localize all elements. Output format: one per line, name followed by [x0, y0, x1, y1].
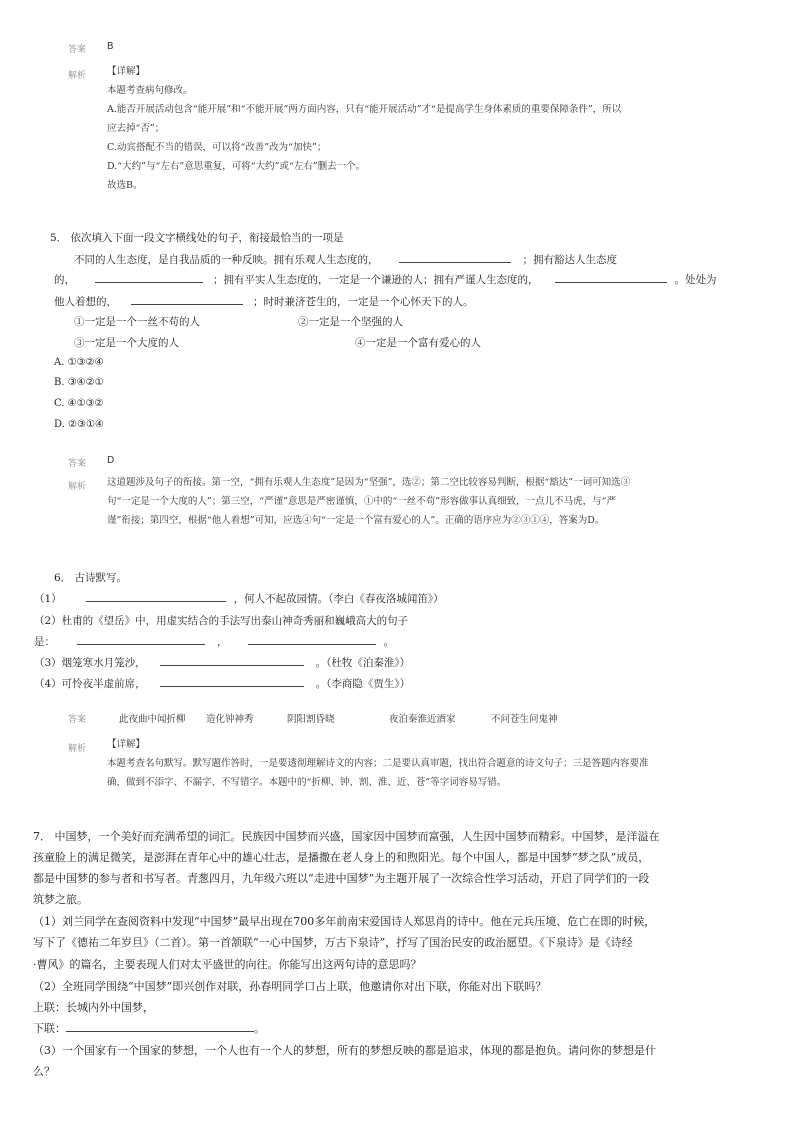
passage-text: 。处处为: [674, 274, 717, 286]
choice-a[interactable]: A. ①③②④: [54, 357, 104, 368]
poem-line: [34, 634, 394, 649]
q7-line: ·曹风》的篇名，主要表现人们对太平盛世的向往。你能写出这两句诗的意思吗？: [33, 958, 422, 971]
explain-line: A.能否开展活动包含“能开展”和“不能开展”两方面内容，只有“能开展活动”才“是提高学生身体素质的重要保障条件”，所以: [107, 104, 622, 115]
answer-blank[interactable]: [131, 295, 243, 305]
q7-text: 下联：: [33, 1022, 66, 1035]
question-5-stem: 5． 依次填入下面一段文字横线处的句子，衔接最恰当的一项是: [50, 232, 344, 244]
explain-label: 解析: [68, 71, 87, 81]
answer-blank[interactable]: [160, 656, 304, 666]
answer-blank[interactable]: [95, 273, 203, 283]
answer-value: 阴阳割昏晓: [287, 714, 335, 725]
answer-blank[interactable]: [86, 592, 226, 602]
question-6-stem: 6． 古诗默写。: [54, 572, 128, 584]
answer-blank[interactable]: [77, 635, 205, 645]
answer-blank[interactable]: [555, 273, 667, 283]
poem-text: ，: [217, 636, 228, 648]
explain-line: 故选B。: [107, 180, 143, 191]
poem-line: [34, 676, 410, 691]
poem-line: [34, 655, 410, 670]
explain-line: 这道题涉及句子的衔接。第一空，“拥有乐观人生态度”是因为“坚强”，选②；第二空比较容易判断，根据“豁达”一词可知选③: [107, 477, 631, 488]
answer-value: 不问苍生问鬼神: [491, 714, 558, 725]
q7-line: （3）一个国家有一个国家的梦想，一个人也有一个人的梦想，所有的梦想反映的都是追求，体现的都是抱负。请问你的梦想是什: [33, 1044, 656, 1057]
q7-line: [33, 1020, 265, 1036]
passage-text: ；时时兼济苍生的，一定是一个心怀天下的人。: [253, 296, 474, 308]
answer-label: 答案: [68, 715, 87, 725]
explain-line: C.动宾搭配不当的错误，可以将“改善”改为“加快”；: [107, 142, 327, 153]
passage-text: 不同的人生态度，是自我品质的一种反映。拥有乐观人生态度的，: [74, 254, 379, 266]
answer-label: 答案: [68, 459, 87, 469]
poem-text: ，何人不起故园情。（李白《春夜洛城闻笛》）: [233, 593, 444, 605]
poem-text: 是：: [34, 636, 55, 648]
passage-line: [74, 252, 617, 267]
passage-line: [54, 272, 717, 287]
q7-line: 都是中国梦的参与者和书写者。青葱四月，九年级六班以“走进中国梦”为主题开展了一次综合性学习活动，开启了同学们的一段: [33, 872, 650, 885]
choice-b[interactable]: B. ③④②①: [54, 377, 104, 388]
answer-value: 此夜曲中闻折柳: [119, 714, 186, 725]
passage-text: 的，: [54, 274, 75, 286]
passage-text: ；拥有平实人生态度的，一定是一个谦逊的人；拥有严谨人生态度的，: [213, 274, 539, 286]
poem-text: 。: [383, 636, 394, 648]
option-sentence: ②一定是一个坚强的人: [298, 316, 403, 328]
explain-line: D.“大约”与“左右”意思重复，可将“大约”或“左右”删去一个。: [107, 161, 366, 172]
answer-blank[interactable]: [160, 677, 304, 687]
explain-label: 解析: [68, 482, 87, 492]
option-sentence: ①一定是一个一丝不苟的人: [74, 316, 200, 328]
choice-c[interactable]: C. ④①③②: [54, 398, 104, 409]
explain-line: 谨”衔接；第四空，根据“他人着想”可知，应选④句“一定是一个富有爱心的人”。正确的语序应为②③①④，答案为D。: [107, 515, 605, 526]
q7-text: 。: [254, 1022, 265, 1035]
poem-text: （3）烟笼寒水月笼沙，: [34, 657, 146, 669]
answer-value: 夜泊秦淮近酒家: [389, 714, 456, 725]
q7-line: 筑梦之旅。: [33, 893, 88, 906]
q7-line: （1）刘兰同学在查阅资料中发现“中国梦”最早出现在700多年前南宋爱国诗人郑思肖的诗中。他在元兵压境、危亡在即的时候，: [33, 915, 656, 928]
poem-text: （1）: [34, 593, 62, 605]
explain-line: 应去掉“否”；: [107, 123, 165, 134]
explain-label: 解析: [68, 744, 87, 754]
explain-line: 本题考查病句修改。: [107, 85, 193, 96]
passage-text: 他人着想的，: [54, 296, 117, 308]
poem-text: （4）可怜夜半虚前席，: [34, 678, 146, 690]
q7-line: 上联：长城内外中国梦，: [33, 1001, 154, 1014]
explain-line: 本题考查名句默写。默写题作答时，一是要透彻理解诗文的内容；二是要认真审题，找出符合题意的诗文句子；三是答题内容要准: [107, 758, 649, 769]
passage-text: ；拥有豁达人生态度: [522, 254, 617, 266]
q7-line: 孩童脸上的满足微笑，是澎湃在青年心中的雄心壮志，是播撒在老人身上的和煦阳光。每个中国人，都是中国梦“梦之队”成员，: [33, 851, 650, 864]
detail-tag: 【详解】: [107, 66, 146, 77]
answer-blank[interactable]: [248, 635, 376, 645]
option-sentence: ③一定是一个大度的人: [74, 337, 179, 349]
q7-line: 7． 中国梦，一个美好而充满希望的词汇。民族因中国梦而兴盛，国家因中国梦而富强，人生因中国梦而精彩。中国梦，是洋溢在: [33, 830, 660, 843]
q7-line: （2）全班同学围绕“中国梦”即兴创作对联，孙春明同学口占上联，他邀请你对出下联，你能对出下联吗？: [33, 980, 547, 993]
answer-value: D: [107, 455, 115, 466]
explain-line: 确，做到不添字、不漏字、不写错字。本题中的“折柳、钟、割、淮、近、苍”等字词容易写错。: [107, 777, 507, 788]
poem-line: [34, 591, 444, 606]
poem-line: （2）杜甫的《望岳》中，用虚实结合的手法写出泰山神奇秀丽和巍峨高大的句子: [34, 615, 409, 627]
detail-tag: 【详解】: [107, 739, 146, 750]
poem-text: 。（李商隐《贾生》）: [315, 678, 411, 690]
choice-d[interactable]: D. ②③①④: [54, 419, 104, 430]
option-sentence: ④一定是一个富有爱心的人: [355, 337, 481, 349]
q7-line: 么？: [33, 1065, 55, 1078]
poem-text: 。（杜牧《泊秦淮》）: [315, 657, 411, 669]
answer-value: 造化钟神秀: [206, 714, 254, 725]
answer-value: B: [107, 41, 114, 52]
q7-line: 写下了《德祐二年岁旦》（二首）。第一首颔联“一心中国梦，万古下泉诗”，抒写了国治民安的政治愿望。《下泉诗》是《诗经: [33, 936, 633, 949]
explain-line: 句“一定是一个大度的人”；第三空，“严谨”意思是严密谨慎，①中的“一丝不苟”形容做事认真细致，一点儿不马虎，与“严: [107, 496, 616, 507]
answer-blank[interactable]: [399, 253, 511, 263]
answer-blank[interactable]: [66, 1022, 254, 1032]
answer-label: 答案: [68, 45, 87, 55]
passage-line: [54, 294, 474, 309]
